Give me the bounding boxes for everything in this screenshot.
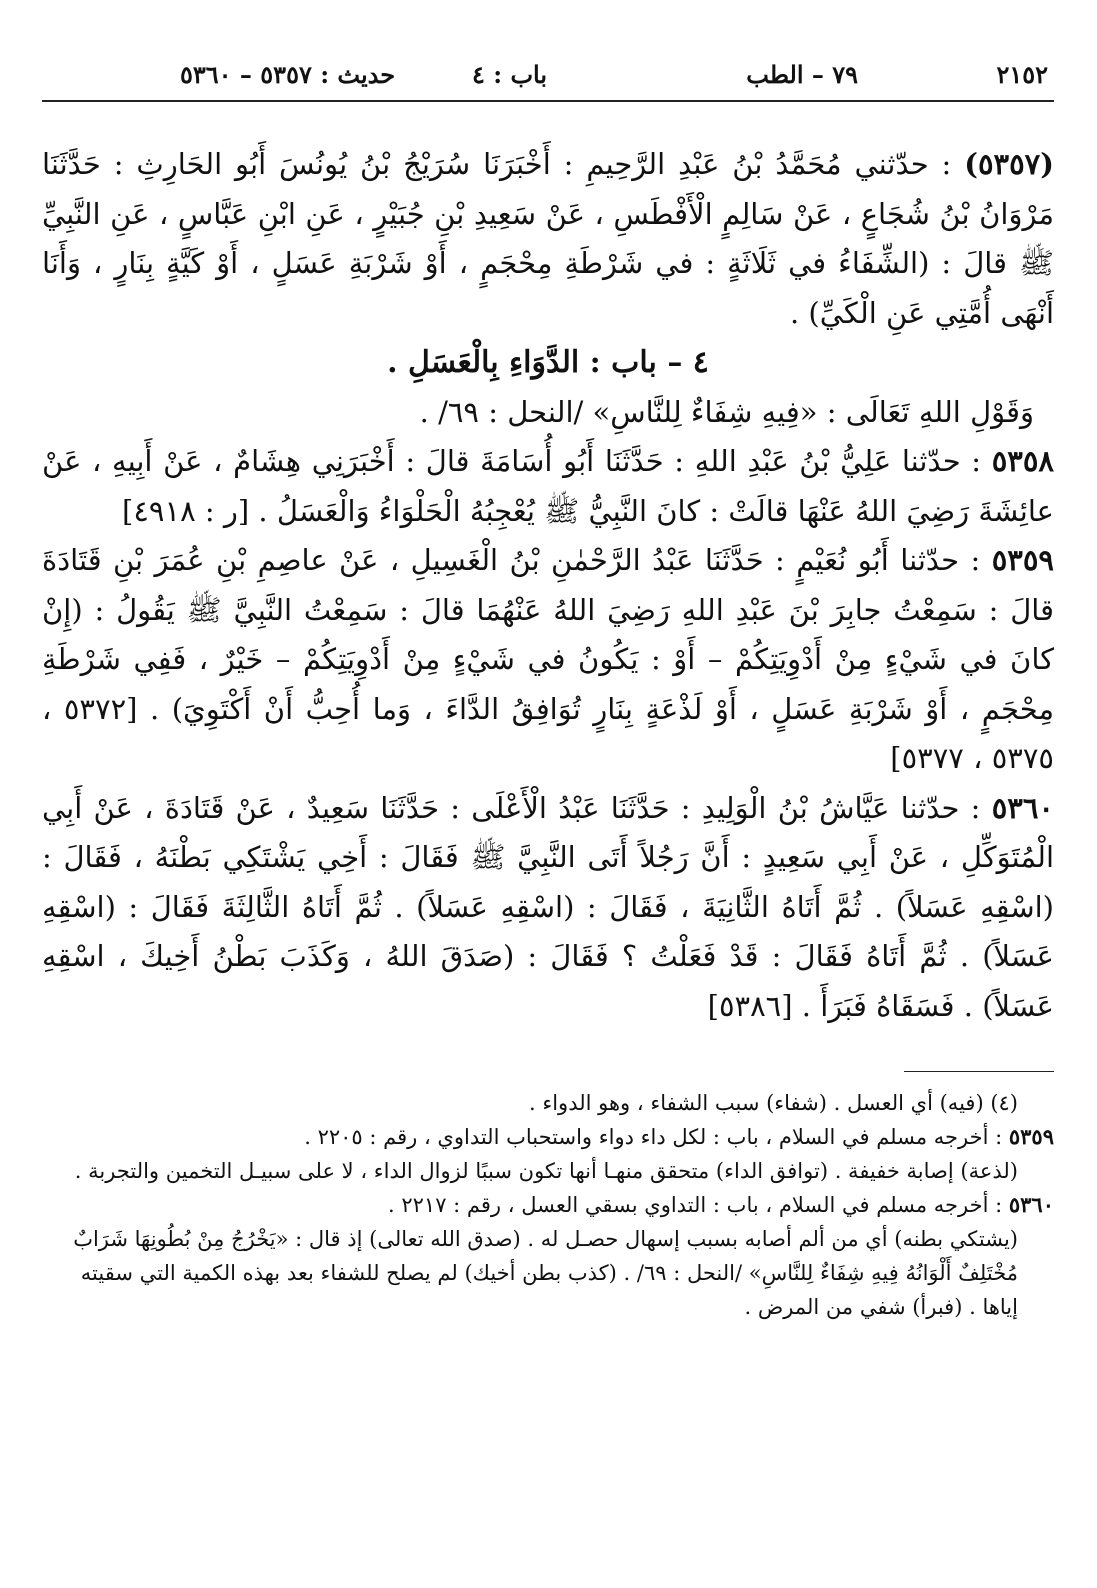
quran-verse: وَقَوْلِ اللهِ تَعَالَى : «فِيهِ شِفَاءٌ لِلنَّاسِ» /النحل : ٦٩/ . [419,394,1034,429]
footnote-number: ٥٣٥٩ [1008,1124,1054,1149]
hadith-number: ٥٣٦٠ [991,790,1054,825]
footnote-divider [904,1071,1054,1072]
chapter-indicator: باب : ٤ [472,60,548,89]
footnote-5360 [42,1188,1054,1222]
hadith-number: (٥٣٥٧) [964,147,1054,181]
hadith-text: : حدّثنا عَيَّاشُ بْنُ الْوَلِيدِ : حَدَّثَنَا عَبْدُ الْأَعْلَى : حَدَّثَنَا سَعِيدٌ ، عَنْ قَتَادَةَ ، عَنْ أَبِي الْمُتَوَكِّلِ ، عَنْ أَبِي سَعِيدٍ : أَنَّ رَجُلاً أَتَى النَّبِيَّ ﷺ فَقَالَ : أَخِي يَشْتَكِي بَطْنَهُ ، فَقَالَ : (اسْقِهِ عَسَلاً) . ثُمَّ أَتَاهُ الثَّانِيَةَ ، فَقَالَ : (اسْقِهِ عَسَلاً) . ثُمَّ أَتَاهُ الثَّالِثَةَ فَقَالَ : (اسْقِهِ عَسَلاً) . ثُمَّ أَتَاهُ فَقَالَ : قَدْ فَعَلْتُ ؟ فَقَالَ : (صَدَقَ اللهُ ، وَكَذَبَ بَطْنُ أَخِيكَ ، اسْقِهِ عَسَلاً) . فَسَقَاهُ فَبَرَأَ . [٥٣٨٦] [42,790,1054,1023]
hadith-5358 [42,437,1054,536]
hadith-5360 [42,784,1054,1032]
hadith-5357 [42,140,1054,338]
footnote-text: : أخرجه مسلم في السلام ، باب : لكل داء دواء واستحباب التداوي ، رقم : ٢٢٠٥ . [304,1125,1009,1149]
footnote-4: (٤) (فيه) أي العسل . (شفاء) سبب الشفاء ، وهو الدواء . [529,1091,1018,1115]
chapter-title: ٤ – باب : الدَّوَاءِ بِالْعَسَلِ . [387,345,709,380]
footnote-text: : أخرجه مسلم في السلام ، باب : التداوي بسقي العسل ، رقم : ٢٢١٧ . [388,1193,1009,1217]
page-number: ٢١٥٢ [996,60,1048,89]
hadith-number: ٥٣٥٩ [991,543,1054,577]
footnotes [42,1086,1054,1324]
book-page [42,56,1054,1546]
hadith-text: : حدّثنا أَبُو نُعَيْمٍ : حَدَّثَنَا عَبْدُ الرَّحْمٰنِ بْنُ الْغَسِيلِ ، عَنْ عاصِمِ بْنِ عُمَرَ بْنِ قَتَادَةَ قالَ : سَمِعْتُ جابِرَ بْنَ عَبْدِ اللهِ رَضِيَ اللهُ عَنْهُمَا قالَ : سَمِعْتُ النَّبِيَّ ﷺ يَقُولُ : (إِنْ كانَ في شَيْءٍ مِنْ أَدْوِيَتِكُمْ – أَوْ : يَكُونُ في شَيْءٍ مِنْ أَدْوِيَتِكُمْ – خَيْرٌ ، فَفِي شَرْطَةِ مِحْجَمٍ ، أَوْ شَرْبَةِ عَسَلٍ ، أَوْ لَذْعَةٍ بِنَارٍ تُوَافِقُ الدَّاءَ ، وَما أُحِبُّ أَنْ أَكْتَوِيَ) . [٥٣٧٢ ، ٥٣٧٥ ، ٥٣٧٧] [42,543,1054,775]
page-header [42,56,1054,102]
hadith-5359 [42,536,1054,784]
main-text [42,140,1054,1031]
footnote-5359 [42,1120,1054,1154]
book-title: ٧٩ – الطب [746,60,858,89]
footnote-number: ٥٣٦٠ [1008,1192,1054,1217]
hadith-text: : حدّثنا عَلِيُّ بْنُ عَبْدِ اللهِ : حَدَّثَنَا أَبُو أُسَامَةَ قالَ : أَخْبَرَنِي هِشَامٌ ، عَنْ أَبِيهِ ، عَنْ عائِشَةَ رَضِيَ اللهُ عَنْهَا قالَتْ : كانَ النَّبِيُّ ﷺ يُعْجِبُهُ الْحَلْوَاءُ وَالْعَسَلُ . [ر : ٤٩١٨] [42,444,1054,528]
hadith-range: حديث : ٥٣٥٧ – ٥٣٦٠ [180,60,396,89]
hadith-text: : حدّثني مُحَمَّدُ بْنُ عَبْدِ الرَّحِيمِ : أَخْبَرَنَا سُرَيْجُ بْنُ يُونُسَ أَبُو الحَارِثِ : حَدَّثَنَا مَرْوَانُ بْنُ شُجَاعٍ ، عَنْ سَالِمٍ الْأَفْطَسِ ، عَنْ سَعِيدِ بْنِ جُبَيْرٍ ، عَنِ ابْنِ عَبَّاسٍ ، عَنِ النَّبِيِّ ﷺ قالَ : (الشِّفَاءُ في ثَلَاثَةٍ : في شَرْطَةِ مِحْجَمٍ ، أَوْ شَرْبَةِ عَسَلٍ ، أَوْ كَيَّةٍ بِنَارٍ ، وَأَنَا أَنْهَى أُمَّتِي عَنِ الْكَيِّ) . [42,147,1054,330]
footnote-5359-gloss: (لذعة) إصابة خفيفة . (توافق الداء) متحقق منهـا أنها تكون سببًا لزوال الداء ، لا على سبيـل التخمين والتجربة . [74,1159,1018,1183]
footnote-5360-gloss: (يشتكي بطنه) أي من ألم أصابه بسبب إسهال حصـل له . (صدق الله تعالى) إذ قال : «يَخْرُجُ مِنْ بُطُونِهَا شَرَابٌ مُخْتَلِفٌ أَلْوَانُهُ فِيهِ شِفَاءٌ لِلنَّاسِ» /النحل : ٦٩/ . (كذب بطن أخيك) لم يصلح للشفاء بعد بهذه الكمية التي سقيته إياها . (فبرأ) شفي من المرض . [73,1227,1018,1319]
hadith-number: ٥٣٥٨ [991,444,1054,478]
